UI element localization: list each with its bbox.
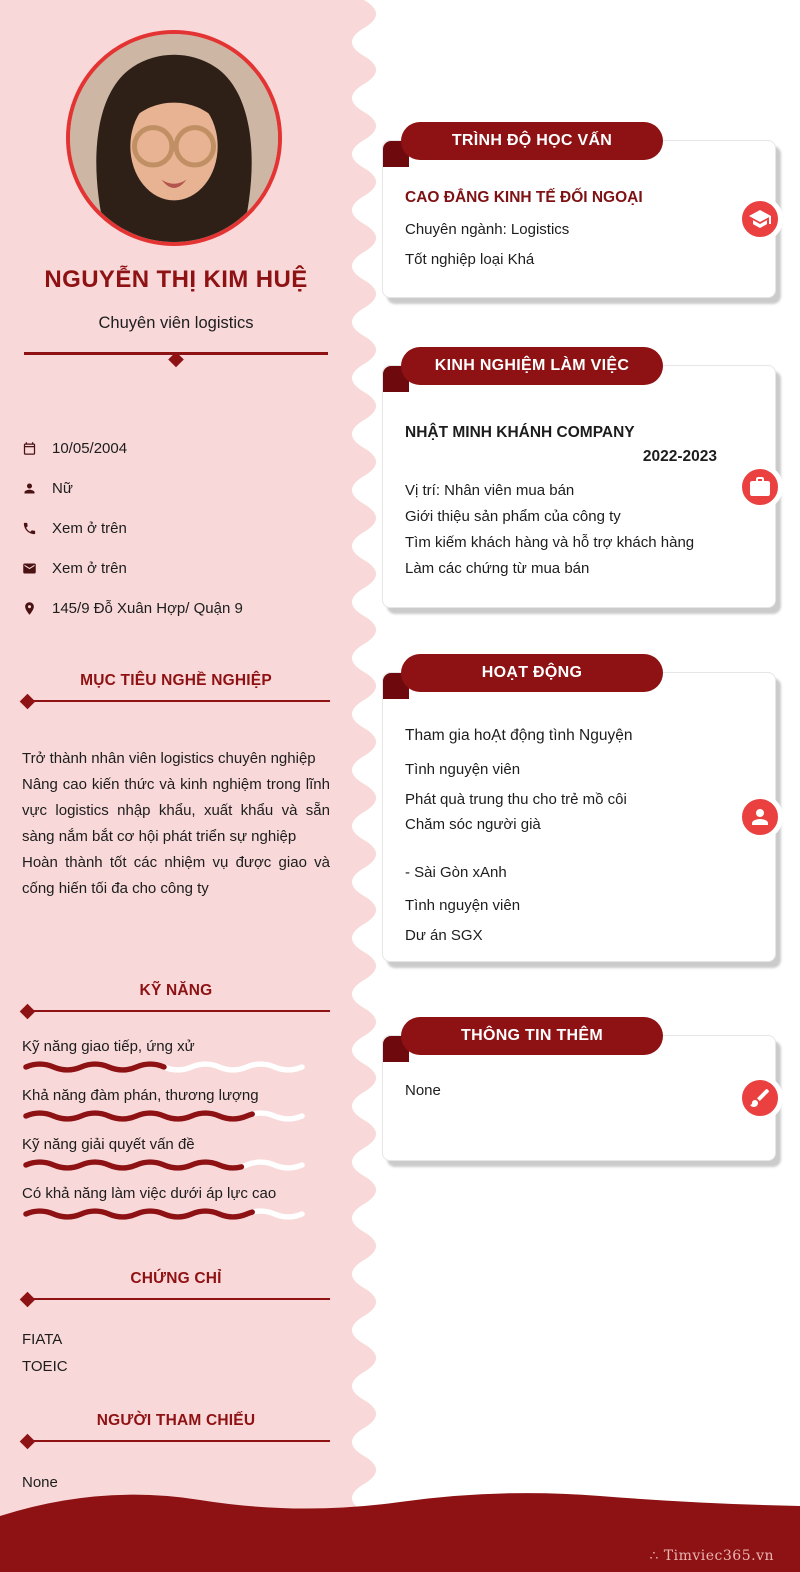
mail-icon <box>22 561 37 576</box>
experience-company: NHẬT MINH KHÁNH COMPANY <box>405 424 635 441</box>
skills-list <box>22 1038 330 1234</box>
skill-bar <box>22 1208 306 1220</box>
certificate-item: TOEIC <box>22 1358 68 1375</box>
name-divider <box>24 352 328 355</box>
info-row-address <box>22 588 334 628</box>
experience-section-pill: KINH NGHIỆM LÀM VIỆC <box>401 347 663 385</box>
skills-heading <box>22 982 330 1012</box>
avatar-illustration <box>70 34 278 242</box>
location-icon <box>22 601 37 616</box>
certificate-item: FIATA <box>22 1331 63 1348</box>
references-heading <box>22 1412 330 1442</box>
heading-line <box>32 1010 330 1013</box>
activity-line: Tình nguyện viên <box>405 761 521 778</box>
profile-photo <box>66 30 282 246</box>
objective-line: Trở thành nhân viên logistics chuyên nghiệp <box>22 750 316 767</box>
more-info-card <box>382 1027 776 1161</box>
activities-badge <box>737 794 783 840</box>
profile-title: Chuyên viên logistics <box>98 314 254 332</box>
graduation-cap-icon <box>748 207 772 231</box>
info-row-email <box>22 548 334 588</box>
certificates-list <box>22 1326 330 1380</box>
more-info-badge <box>737 1075 783 1121</box>
footer-brand: ∴ Timviec365.vn <box>649 1548 774 1564</box>
skill-bar <box>22 1061 306 1073</box>
objective-line: Hoàn thành tốt các nhiệm vụ được giao và cống hiến tối đa cho công ty <box>22 853 330 897</box>
activity-line: - Sài Gòn xAnh <box>405 864 507 881</box>
education-card <box>382 132 776 298</box>
objective-line: Nâng cao kiến thức và kinh nghiệm trong lĩnh vực logistics nhập khẩu, xuất khẩu và sẵn sàng nắm bắt cơ hội phát triển sự nghiệp <box>22 775 330 845</box>
heading-line <box>32 1440 330 1443</box>
education-school: CAO ĐẲNG KINH TẾ ĐỐI NGOẠI <box>405 189 643 206</box>
info-row-phone <box>22 508 334 548</box>
scallop-edge <box>352 0 378 1572</box>
skill-label: Kỹ năng giải quyết vấn đề <box>22 1136 195 1153</box>
info-text: 10/05/2004 <box>52 439 128 457</box>
skill-label: Có khả năng làm việc dưới áp lực cao <box>22 1185 277 1202</box>
education-section-pill: TRÌNH ĐỘ HỌC VẤN <box>401 122 663 160</box>
education-major: Chuyên ngành: Logistics <box>405 221 570 238</box>
activity-line: Dư án SGX <box>405 927 483 944</box>
activity-line: Phát quà trung thu cho trẻ mồ côi <box>405 791 627 808</box>
experience-duty: Làm các chứng từ mua bán <box>405 560 590 577</box>
experience-duty: Giới thiệu sản phẩm của công ty <box>405 508 621 525</box>
brush-icon <box>748 1086 772 1110</box>
section-heading-text: MỤC TIÊU NGHỀ NGHIỆP <box>80 672 272 689</box>
calendar-icon <box>22 441 37 456</box>
experience-position: Vị trí: Nhân viên mua bán <box>405 482 575 499</box>
info-row-gender <box>22 468 334 508</box>
person-icon <box>22 481 37 496</box>
heading-line <box>32 1298 330 1301</box>
info-text: Xem ở trên <box>52 519 127 537</box>
info-text: Nữ <box>52 479 73 497</box>
activities-card <box>382 664 776 962</box>
section-heading-text: NGƯỜI THAM CHIẾU <box>96 1412 256 1429</box>
activities-section-pill: HOẠT ĐỘNG <box>401 654 663 692</box>
skill-bar <box>22 1159 306 1171</box>
more-info-value: None <box>405 1082 441 1099</box>
experience-period: 2022-2023 <box>642 448 717 465</box>
briefcase-icon <box>748 475 772 499</box>
info-text: 145/9 Đỗ Xuân Hợp/ Quận 9 <box>52 599 243 617</box>
activity-line: Tham gia hoẠt động tình Nguyện <box>405 727 633 744</box>
profile-name: NGUYỄN THỊ KIM HUỆ <box>44 266 308 293</box>
experience-card <box>382 357 776 608</box>
section-heading-text: KỸ NĂNG <box>139 982 213 999</box>
skill-bar <box>22 1110 306 1122</box>
personal-info-list <box>22 428 334 628</box>
experience-badge <box>737 464 783 510</box>
objective-heading <box>22 672 330 702</box>
experience-duty: Tìm kiếm khách hàng và hỗ trợ khách hàng <box>405 534 695 551</box>
skill-label: Khả năng đàm phán, thương lượng <box>22 1087 259 1104</box>
education-grade: Tốt nghiệp loại Khá <box>405 251 535 268</box>
section-heading-text: CHỨNG CHỈ <box>130 1270 222 1287</box>
volunteer-icon <box>748 805 772 829</box>
more-info-section-pill: THÔNG TIN THÊM <box>401 1017 663 1055</box>
objective-paragraph <box>22 746 330 902</box>
info-text: Xem ở trên <box>52 559 127 577</box>
heading-line <box>32 700 330 703</box>
phone-icon <box>22 521 37 536</box>
certificates-heading <box>22 1270 330 1300</box>
activity-line: Tình nguyện viên <box>405 897 521 914</box>
reference-value: None <box>22 1474 58 1491</box>
info-row-birthday <box>22 428 334 468</box>
education-badge <box>737 196 783 242</box>
skill-label: Kỹ năng giao tiếp, ứng xử <box>22 1038 195 1055</box>
activity-line: Chăm sóc người già <box>405 816 541 833</box>
